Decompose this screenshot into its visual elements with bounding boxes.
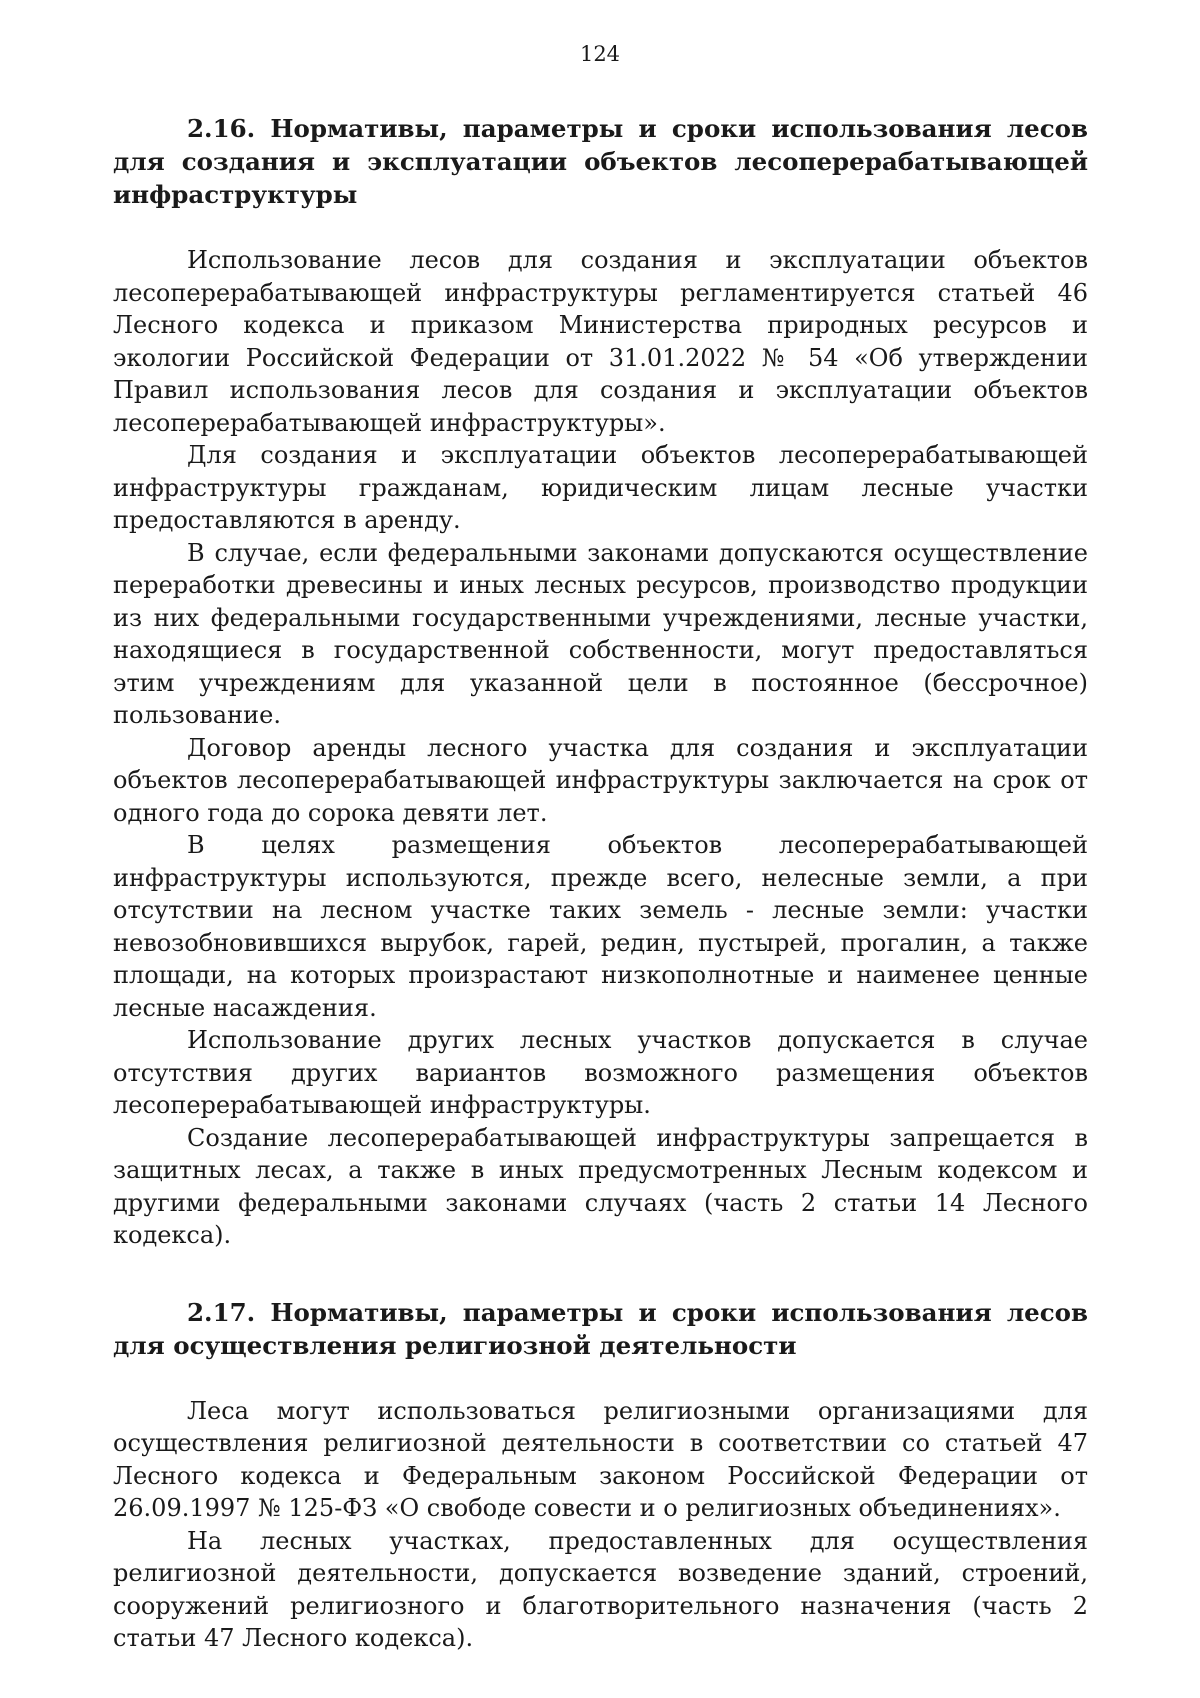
section-2-17-heading: 2.17. Нормативы, параметры и сроки использования лесов для осуществления религиозной деятельности: [113, 1297, 1088, 1360]
document-body: [113, 112, 1088, 1655]
section-2-16-paragraph-5: В целях размещения объектов лесоперерабатывающей инфраструктуры используются, прежде всего, нелесные земли, а при отсутствии на лесном участке таких земель - лесные земли: участки невозобновившихся вырубок, гарей, редин, пустырей, прогалин, а также площади, на которых произрастают низкополнотные и наименее ценные лесные насаждения.: [113, 831, 1088, 1022]
section-2-16-heading: 2.16. Нормативы, параметры и сроки использования лесов для создания и эксплуатации объектов лесоперерабатывающей инфраструктуры: [113, 114, 1088, 209]
section-gap: [113, 211, 1088, 244]
section-2-16-paragraph-7: Создание лесоперерабатывающей инфраструктуры запрещается в защитных лесах, а также в иных предусмотренных Лесным кодексом и другими федеральными законами случаях (часть 2 статьи 14 Лесного кодекса).: [113, 1123, 1088, 1249]
section-2-16-paragraph-6: Использование других лесных участков допускается в случае отсутствия других вариантов возможного размещения объектов лесоперерабатывающей инфраструктуры.: [113, 1026, 1088, 1119]
section-2-17-paragraph-1: Леса могут использоваться религиозными организациями для осуществления религиозной деятельности в соответствии со статьей 47 Лесного кодекса и Федеральным законом Российской Федерации от 26.09.1997 № 125-ФЗ «О свободе совести и о религиозных объединениях».: [113, 1396, 1088, 1522]
section-2-16-paragraph-1: Использование лесов для создания и эксплуатации объектов лесоперерабатывающей инфраструктуры регламентируется статьей 46 Лесного кодекса и приказом Министерства природных ресурсов и экологии Российской Федерации от 31.01.2022 № 54 «Об утверждении Правил использования лесов для создания и эксплуатации объектов лесоперерабатывающей инфраструктуры».: [113, 246, 1088, 437]
page-number: 124: [579, 42, 621, 66]
section-2-16-paragraph-3: В случае, если федеральными законами допускаются осуществление переработки древесины и иных лесных ресурсов, производство продукции из них федеральными государственными учреждениями, лесные участки, находящиеся в государственной собственности, могут предоставляться этим учреждениям для указанной цели в постоянное (бессрочное) пользование.: [113, 538, 1088, 729]
section-2-16-paragraph-2: Для создания и эксплуатации объектов лесоперерабатывающей инфраструктуры гражданам, юридическим лицам лесные участки предоставляются в аренду.: [113, 441, 1088, 534]
section-2-16-paragraph-4: Договор аренды лесного участка для создания и эксплуатации объектов лесоперерабатывающей инфраструктуры заключается на срок от одного года до сорока девяти лет.: [113, 733, 1088, 827]
section-gap: [113, 1362, 1088, 1395]
section-2-17-paragraph-2: На лесных участках, предоставленных для осуществления религиозной деятельности, допускается возведение зданий, строений, сооружений религиозного и благотворительного назначения (часть 2 статьи 47 Лесного кодекса).: [113, 1526, 1088, 1652]
